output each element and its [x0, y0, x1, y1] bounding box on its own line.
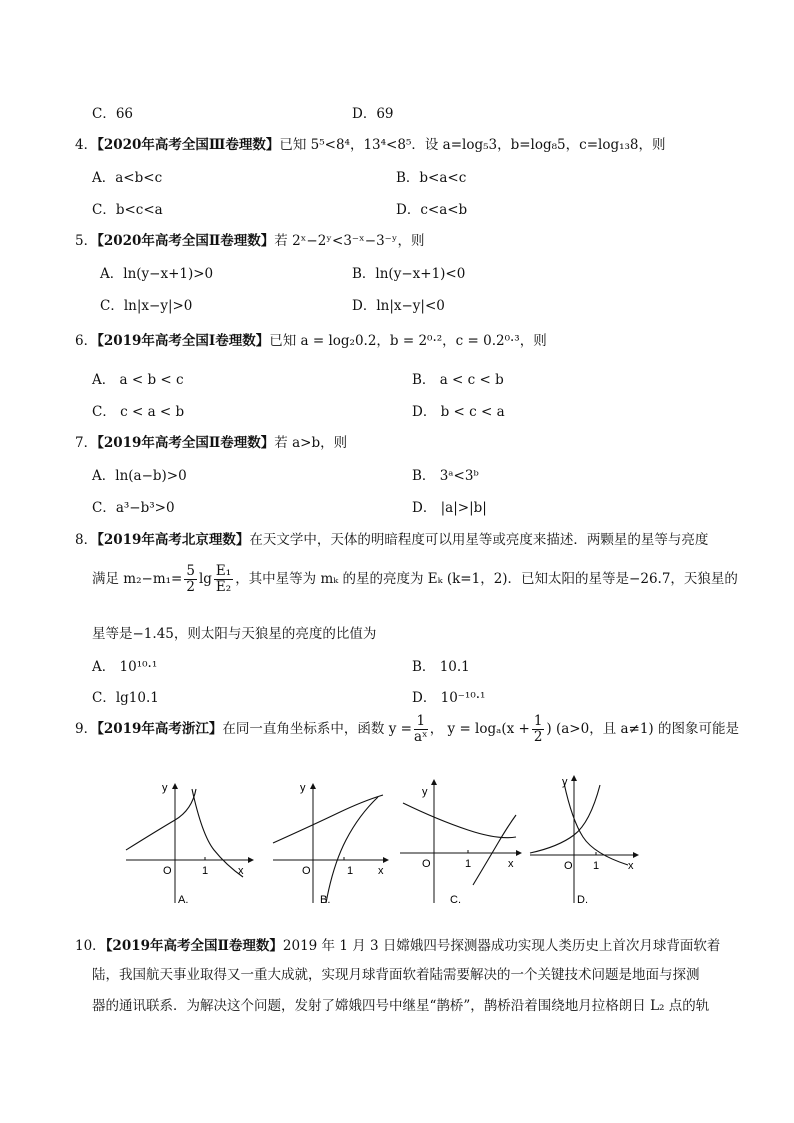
q7-option-d: D． |a|>|b| — [412, 500, 487, 516]
q4-option-c: C．b<c<a — [92, 202, 163, 218]
question-source: 【2020年高考全国Ⅱ卷理数】 — [97, 233, 275, 249]
q6-option-a: A． a < b < c — [92, 372, 184, 388]
question-8-line-2 — [92, 564, 738, 595]
stem-part-c: ) (a>0，且 a≠1) 的图象可能是 — [546, 721, 739, 737]
question-source: 【2020年高考全国Ⅲ卷理数】 — [97, 137, 280, 153]
question-source: 【2019年高考全国Ⅱ卷理数】 — [97, 435, 275, 451]
q7-option-a: A．ln(a−b)>0 — [92, 468, 187, 484]
origin-label: O — [564, 860, 573, 872]
graph-caption: C. — [450, 894, 461, 906]
question-10-line-3: 器的通讯联系．为解决这个问题，发射了嫦娥四号中继星“鹊桥”，鹊桥沿着围绕地月拉格朗日 L₂ 点的轨 — [92, 998, 710, 1014]
y-axis-label: y — [162, 782, 168, 794]
question-4 — [75, 133, 666, 153]
question-7 — [75, 431, 347, 451]
question-number: 8． — [75, 532, 98, 548]
q3-option-d: D．69 — [352, 106, 394, 122]
question-stem-line-1: 在天文学中，天体的明暗程度可以用星等或亮度来描述．两颗星的星等与亮度 — [249, 532, 709, 548]
q7-option-c: C．a³−b³>0 — [92, 500, 175, 516]
question-stem: 已知 5⁵<8⁴，13⁴<8⁵．设 a=log₅3，b=log₈5，c=log₁₃8，则 — [279, 137, 666, 153]
y-axis-label: y — [422, 786, 428, 798]
y-axis-label: y — [300, 782, 306, 794]
q4-option-b: B．b<a<c — [396, 170, 467, 186]
question-stem: 已知 a = log₂0.2，b = 2⁰·²，c = 0.2⁰·³，则 — [269, 333, 547, 349]
question-stem: 若 a>b，则 — [274, 435, 348, 451]
graph-d — [528, 775, 653, 910]
question-10 — [75, 934, 720, 954]
formula-prefix: 满足 m₂−m₁= — [92, 571, 183, 587]
question-stem-line-1: 2019 年 1 月 3 日嫦娥四号探测器成功实现人类历史上首次月球背面软着 — [282, 938, 721, 954]
tick-one-label: 1 — [202, 865, 209, 877]
q8-option-d: D． 10⁻¹⁰·¹ — [412, 690, 486, 706]
fraction-denominator: E₂ — [215, 579, 232, 595]
question-number: 7． — [75, 435, 98, 451]
question-number: 9． — [75, 721, 98, 737]
fraction-e1-e2 — [214, 564, 233, 595]
question-number: 10． — [75, 938, 106, 954]
stem-part-a: 在同一直角坐标系中，函数 y = — [222, 721, 412, 737]
q4-option-a: A．a<b<c — [92, 170, 163, 186]
q8-option-c: C．lg10.1 — [92, 690, 159, 706]
question-source: 【2019年高考北京理数】 — [97, 532, 250, 548]
q5-option-b: B．ln(y−x+1)<0 — [352, 266, 466, 282]
fraction-denominator: 2 — [533, 729, 543, 745]
tick-one-label: 1 — [465, 858, 472, 870]
fraction-denominator: aˣ — [413, 729, 428, 745]
question-8 — [75, 528, 708, 548]
x-axis-label: x — [508, 858, 514, 870]
fraction-numerator: E₁ — [215, 563, 232, 579]
question-9 — [75, 714, 739, 745]
fraction-one-half — [532, 714, 545, 745]
graph-a — [118, 775, 258, 910]
tick-one-label: 1 — [347, 865, 354, 877]
fraction-five-halves — [184, 564, 197, 595]
question-stem: 若 2ˣ−2ʸ<3⁻ˣ−3⁻ʸ，则 — [274, 233, 425, 249]
q8-option-a: A． 10¹⁰·¹ — [92, 659, 158, 675]
fraction-numerator: 1 — [414, 714, 428, 730]
fraction-denominator: 2 — [186, 579, 195, 595]
question-5 — [75, 229, 425, 249]
x-axis-label: x — [378, 865, 384, 877]
graph-caption: D. — [577, 894, 588, 906]
question-source: 【2019年高考浙江】 — [97, 721, 223, 737]
q7-option-b: B． 3ᵃ<3ᵇ — [412, 468, 479, 484]
q4-option-d: D．c<a<b — [396, 202, 468, 218]
graph-c — [398, 775, 528, 910]
q6-option-d: D． b < c < a — [412, 404, 505, 420]
question-number: 5． — [75, 233, 98, 249]
graph-caption: B. — [320, 894, 331, 906]
q5-option-d: D．ln|x−y|<0 — [352, 298, 445, 314]
graph-caption: A. — [178, 894, 189, 906]
question-source: 【2019年高考全国Ⅱ卷理数】 — [105, 938, 283, 954]
fraction-one-over-a-x — [414, 714, 428, 745]
origin-label: O — [422, 858, 431, 870]
q8-option-b: B． 10.1 — [412, 659, 470, 675]
q3-option-c: C．66 — [92, 106, 134, 122]
q5-option-a: A．ln(y−x+1)>0 — [100, 266, 214, 282]
x-axis-label: x — [238, 865, 244, 877]
q6-option-b: B． a < c < b — [412, 372, 504, 388]
question-6 — [75, 329, 547, 349]
tick-one-label: 1 — [593, 860, 600, 872]
question-number: 4． — [75, 137, 98, 153]
question-10-line-2: 陆，我国航天事业取得又一重大成就，实现月球背面软着陆需要解决的一个关键技术问题是地面与探测 — [92, 967, 700, 983]
origin-label: O — [302, 865, 311, 877]
fraction-numerator: 1 — [533, 713, 543, 729]
q5-option-c: C．ln|x−y|>0 — [100, 298, 193, 314]
formula-suffix: ，其中星等为 mₖ 的星的亮度为 Eₖ (k=1，2)．已知太阳的星等是−26.7，天狼星的 — [235, 571, 738, 587]
y-axis-label: y — [562, 776, 568, 788]
fraction-numerator: 5 — [186, 563, 195, 579]
stem-part-b: ， y = logₐ(x + — [429, 721, 530, 737]
lg-operator: lg — [198, 571, 212, 587]
question-8-line-3: 星等是−1.45，则太阳与天狼星的亮度的比值为 — [92, 626, 377, 642]
q6-option-c: C． c < a < b — [92, 404, 185, 420]
origin-label: O — [163, 865, 172, 877]
question-source: 【2019年高考全国Ⅰ卷理数】 — [97, 333, 270, 349]
x-axis-label: x — [628, 860, 634, 872]
question-number: 6． — [75, 333, 98, 349]
graph-b — [268, 775, 393, 910]
